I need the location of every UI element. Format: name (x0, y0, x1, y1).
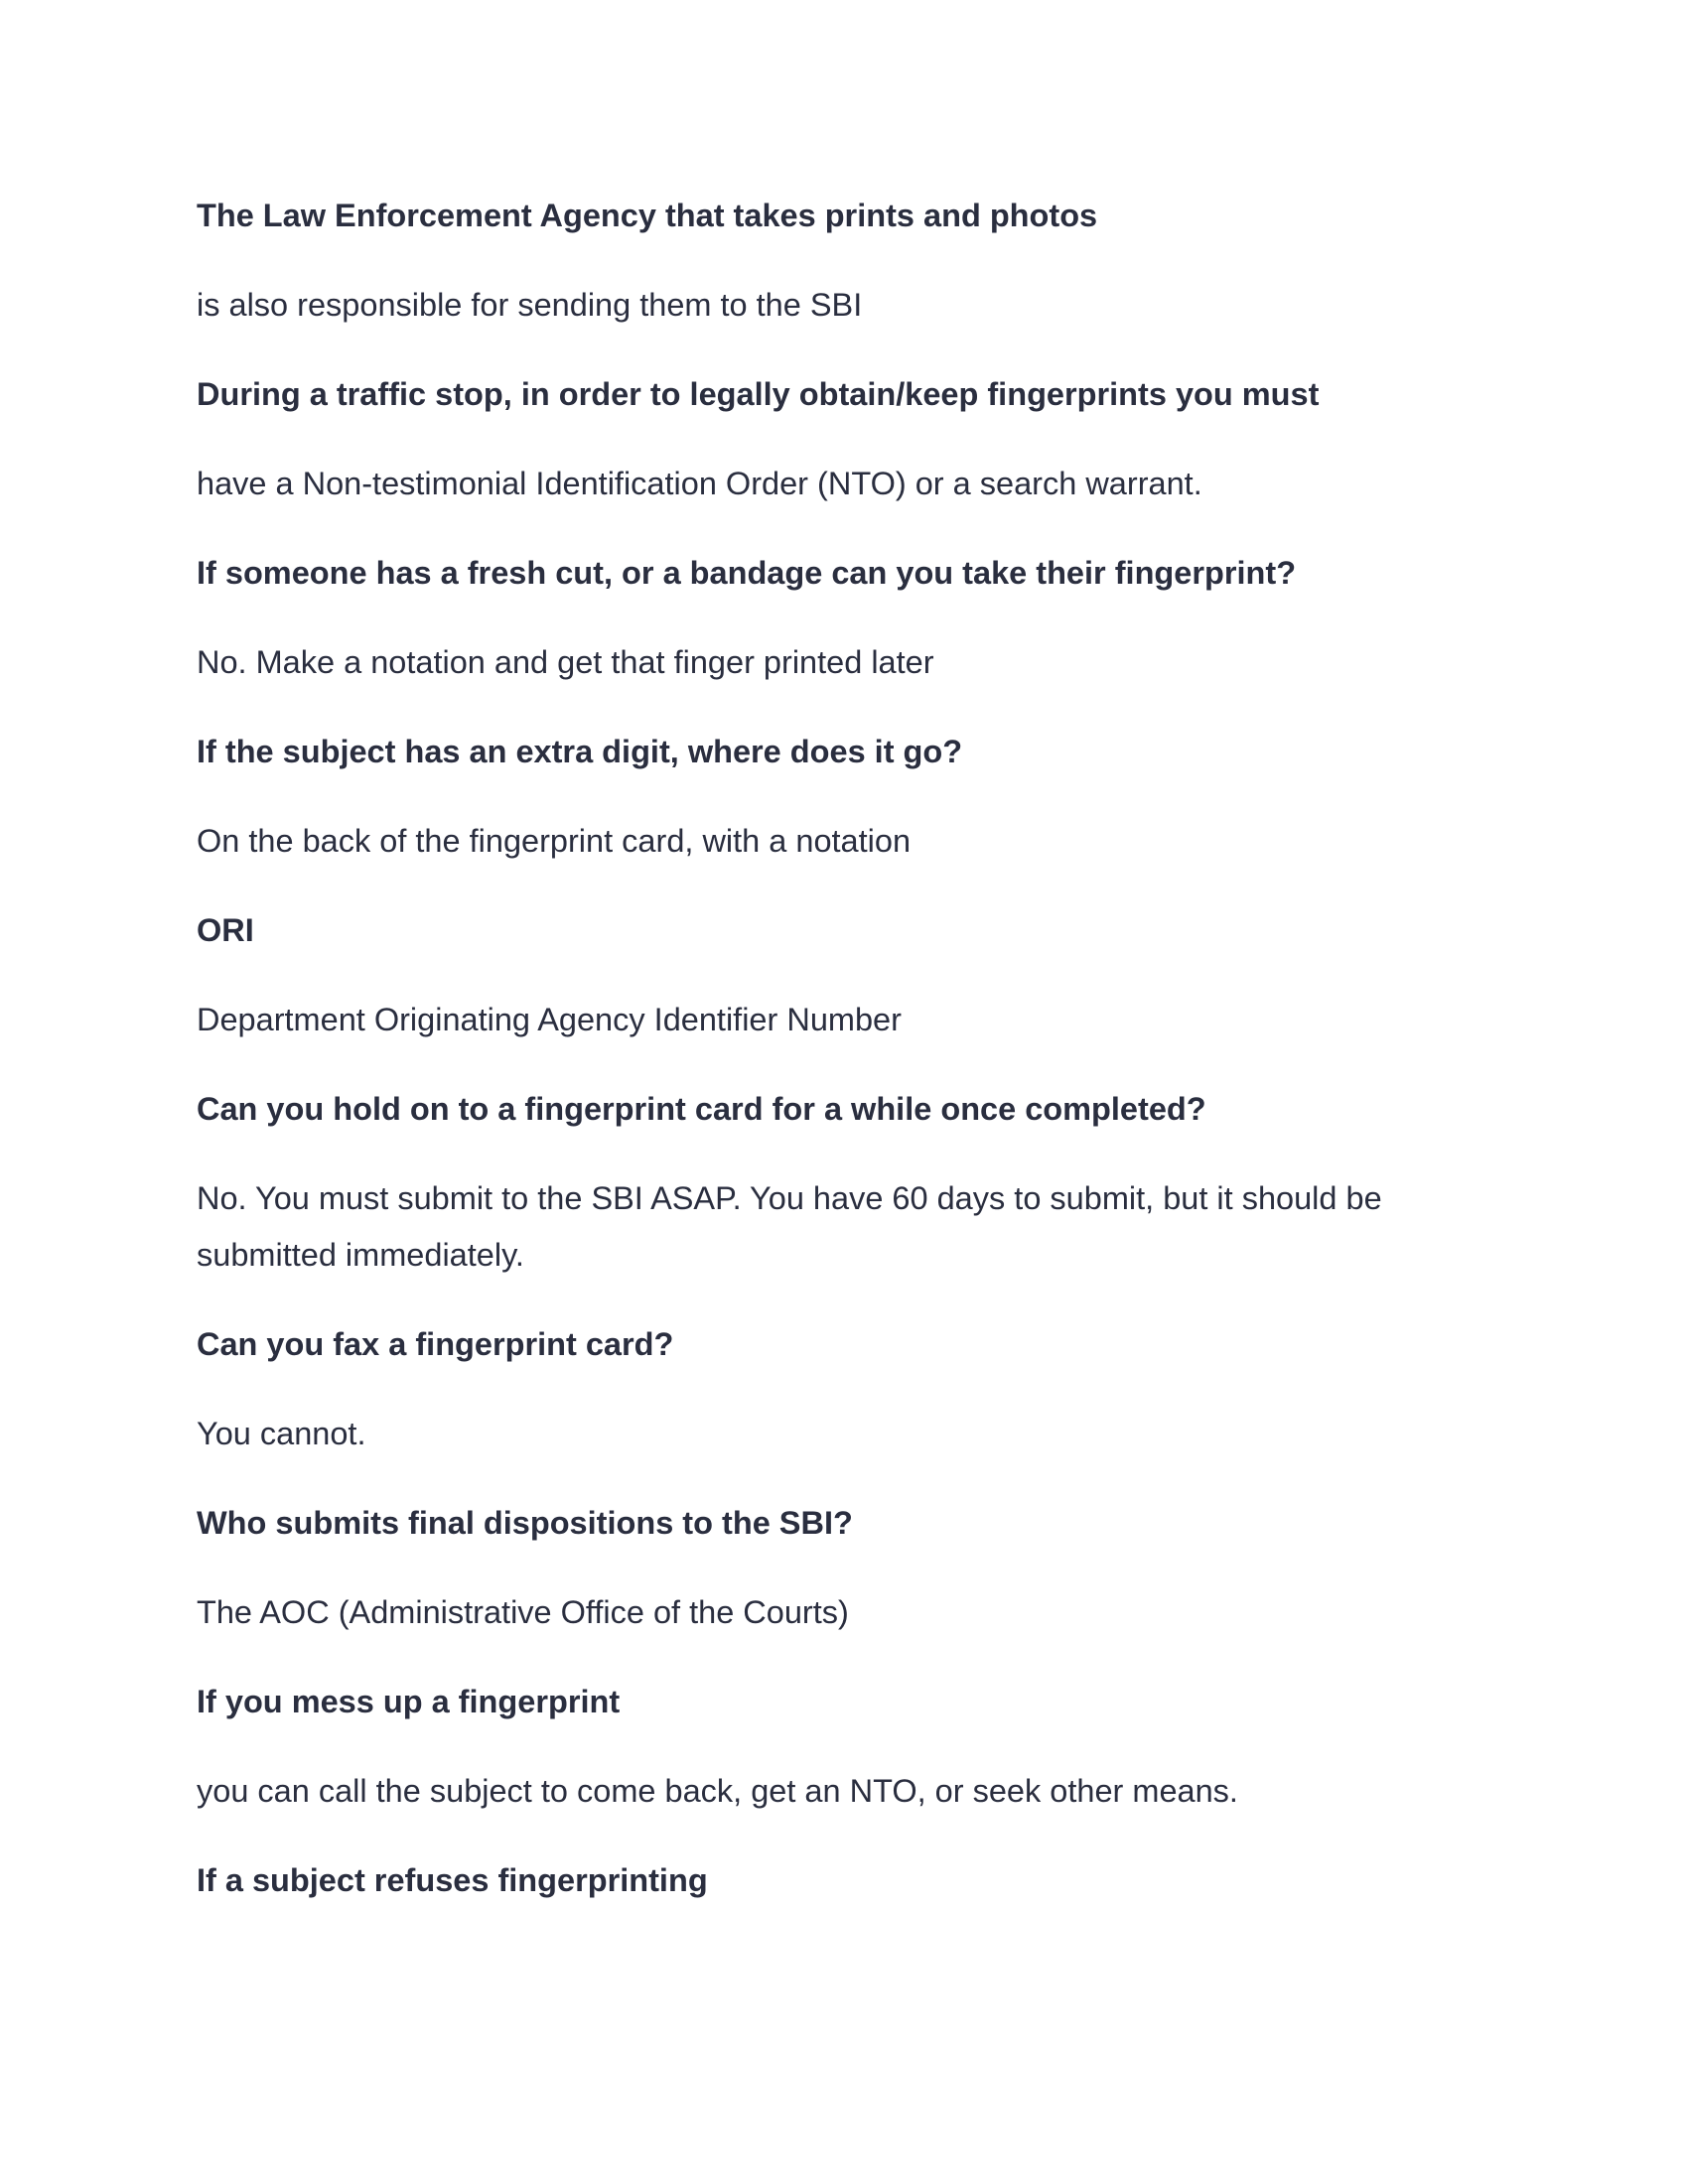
term: If the subject has an extra digit, where does it go? (197, 734, 963, 769)
definition: You cannot. (197, 1416, 366, 1451)
term: Who submits final dispositions to the SBI? (197, 1505, 853, 1541)
definition: No. You must submit to the SBI ASAP. You have 60 days to submit, but it should be submitted immediately. (197, 1180, 1382, 1273)
definition: Department Originating Agency Identifier Number (197, 1002, 902, 1037)
term: ORI (197, 912, 254, 948)
term: Can you fax a fingerprint card? (197, 1326, 674, 1362)
definition: The AOC (Administrative Office of the Courts) (197, 1594, 849, 1630)
term: The Law Enforcement Agency that takes prints and photos (197, 198, 1098, 233)
definition: is also responsible for sending them to the SBI (197, 287, 863, 323)
flashcard-document (197, 188, 1453, 1942)
term: If someone has a fresh cut, or a bandage can you take their fingerprint? (197, 555, 1297, 591)
definition: On the back of the fingerprint card, with a notation (197, 823, 912, 859)
definition: No. Make a notation and get that finger printed later (197, 644, 934, 680)
definition: you can call the subject to come back, get an NTO, or seek other means. (197, 1773, 1238, 1809)
definition: have a Non-testimonial Identification Order (NTO) or a search warrant. (197, 466, 1202, 501)
term: During a traffic stop, in order to legally obtain/keep fingerprints you must (197, 376, 1320, 412)
term: If you mess up a fingerprint (197, 1684, 621, 1719)
term: If a subject refuses fingerprinting (197, 1862, 708, 1898)
term: Can you hold on to a fingerprint card for a while once completed? (197, 1091, 1206, 1127)
